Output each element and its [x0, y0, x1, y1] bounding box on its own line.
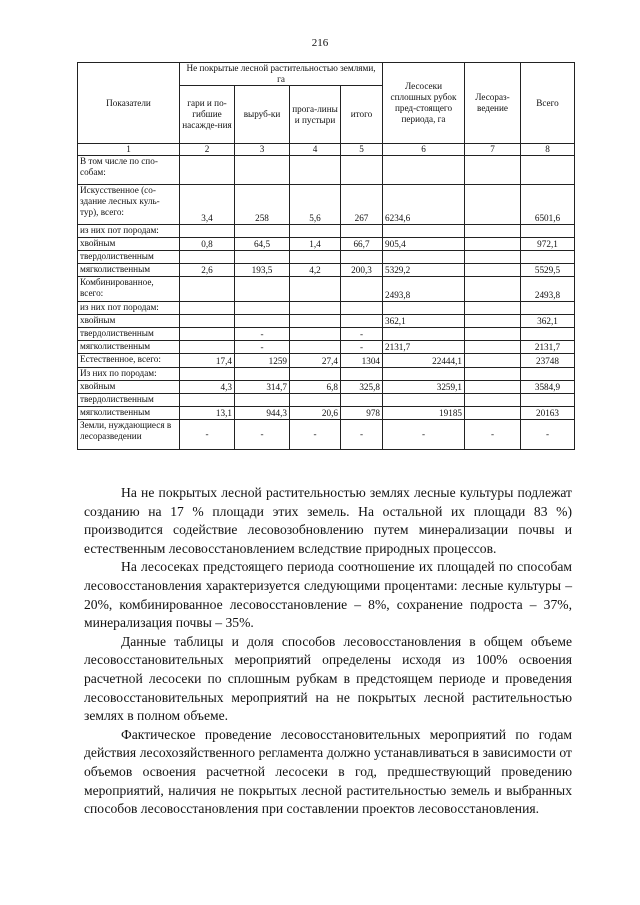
row-label: хвойным [78, 380, 180, 393]
table-row [78, 406, 575, 419]
table-cell: 0,8 [180, 237, 235, 250]
table-cell: - [235, 327, 290, 340]
header-reforestation: Лесораз-ведение [465, 63, 521, 144]
table-cell [235, 155, 290, 184]
table-row [78, 393, 575, 406]
table-cell [341, 314, 383, 327]
table-cell: 1,4 [290, 237, 341, 250]
row-label: мягколиственным [78, 340, 180, 353]
table-cell: 23748 [521, 353, 575, 367]
table-cell [235, 250, 290, 263]
table-cell [341, 301, 383, 314]
table-cell: 5,6 [290, 184, 341, 224]
table-cell: - [521, 419, 575, 449]
table-cell: - [341, 419, 383, 449]
table-cell: 13,1 [180, 406, 235, 419]
table-cell: 3259,1 [383, 380, 465, 393]
table-cell: 978 [341, 406, 383, 419]
table-cell: 6234,6 [383, 184, 465, 224]
table-body [78, 144, 575, 450]
table-cell [465, 314, 521, 327]
table-cell: 944,3 [235, 406, 290, 419]
table-cell [465, 263, 521, 276]
table-cell [465, 155, 521, 184]
table-row [78, 184, 575, 224]
row-label: хвойным [78, 314, 180, 327]
table-cell: - [341, 340, 383, 353]
table-cell: 325,8 [341, 380, 383, 393]
table-row [78, 224, 575, 237]
table-cell [521, 224, 575, 237]
table-cell [180, 276, 235, 301]
body-text [84, 484, 572, 819]
table-cell [521, 250, 575, 263]
column-number: 1 [78, 144, 180, 156]
table-cell: 4,3 [180, 380, 235, 393]
table-cell [383, 250, 465, 263]
table-cell [290, 314, 341, 327]
table-cell [180, 393, 235, 406]
table-cell: 362,1 [521, 314, 575, 327]
paragraph: На лесосеках предстоящего периода соотношение их площадей по способам лесовосстановления характеризуется следующими процентами: лесные культуры – 20%, комбинированное лесовосстановление – 8%, сохранение подроста – 37%, минерализация почвы – 35%. [84, 559, 572, 631]
table-row [78, 263, 575, 276]
table-cell [383, 327, 465, 340]
header-indicators: Показатели [78, 63, 180, 144]
table-row [78, 314, 575, 327]
paragraph: Данные таблицы и доля способов лесовосстановления в общем объеме лесовосстановительных мероприятий определены исходя из 100% освоения расчетной лесосеки по сплошным рубкам в предстоящем периоде и проведения лесовосстановительных мероприятий на не покрытых лесной растительностью землях в полном объеме. [84, 633, 572, 724]
column-number: 2 [180, 144, 235, 156]
table-cell [465, 367, 521, 380]
table-cell [180, 314, 235, 327]
table-cell [290, 224, 341, 237]
table-cell: 22444,1 [383, 353, 465, 367]
table-cell [235, 367, 290, 380]
table-cell: 3,4 [180, 184, 235, 224]
table-cell [341, 250, 383, 263]
table-cell [290, 340, 341, 353]
table-cell [235, 314, 290, 327]
header-clearings: выруб-ки [235, 86, 290, 144]
table-cell [180, 224, 235, 237]
table-cell: 2131,7 [521, 340, 575, 353]
table-cell: 4,2 [290, 263, 341, 276]
table-cell: 2,6 [180, 263, 235, 276]
table-cell [235, 276, 290, 301]
table-cell [465, 340, 521, 353]
table-cell: 1304 [341, 353, 383, 367]
table-cell: 19185 [383, 406, 465, 419]
table-cell: - [341, 327, 383, 340]
header-burned: гари и по-гибшие насажде-ния [180, 86, 235, 144]
table-cell [180, 250, 235, 263]
table-cell [465, 327, 521, 340]
table-cell: 27,4 [290, 353, 341, 367]
table-cell [235, 393, 290, 406]
table-cell [465, 393, 521, 406]
table-cell: - [235, 340, 290, 353]
table-cell [290, 301, 341, 314]
table-cell: - [290, 419, 341, 449]
row-label: В том числе по спо-собам: [78, 155, 180, 184]
row-label: Искусственное (со-здание лесных куль-тур), всего: [78, 184, 180, 224]
table-row [78, 340, 575, 353]
table-cell [341, 155, 383, 184]
reforestation-table [77, 62, 575, 450]
table-cell [341, 367, 383, 380]
table-cell: 314,7 [235, 380, 290, 393]
table-cell [521, 301, 575, 314]
table-cell [290, 327, 341, 340]
table-cell: 972,1 [521, 237, 575, 250]
row-label: твердолиственным [78, 250, 180, 263]
header-subtotal: итого [341, 86, 383, 144]
table-row [78, 419, 575, 449]
row-label: Из них по породам: [78, 367, 180, 380]
table-cell [180, 301, 235, 314]
table-cell [465, 406, 521, 419]
table-cell: 6501,6 [521, 184, 575, 224]
table-cell [383, 224, 465, 237]
table-cell: 1259 [235, 353, 290, 367]
column-numbers-row [78, 144, 575, 156]
table-cell [235, 224, 290, 237]
table-cell: 64,5 [235, 237, 290, 250]
table-cell: - [465, 419, 521, 449]
table-cell: 905,4 [383, 237, 465, 250]
header-cutting-areas: Лесосеки сплошных рубок пред-стоящего периода, га [383, 63, 465, 144]
table-cell [465, 237, 521, 250]
table-cell: 3584,9 [521, 380, 575, 393]
table-cell [383, 301, 465, 314]
table-row [78, 237, 575, 250]
table-cell [383, 393, 465, 406]
row-label: из них пот породам: [78, 301, 180, 314]
header-not-covered-lands: Не покрытые лесной растительностью землями, га [180, 63, 383, 86]
paragraph: Фактическое проведение лесовосстановительных мероприятий по годам действия лесохозяйственного регламента должно устанавливаться в зависимости от объемов освоения расчетной лесосеки в год, предшествующий проведению мероприятий, наличия не покрытых лесной растительностью земель и выбранных способов лесовосстановления при составлении проектов лесовосстановления. [84, 726, 572, 817]
table-cell [341, 276, 383, 301]
row-label: Земли, нуждающиеся в лесоразведении [78, 419, 180, 449]
table-cell [521, 327, 575, 340]
table-cell: - [383, 419, 465, 449]
page-number: 216 [311, 37, 329, 49]
table-cell: 258 [235, 184, 290, 224]
row-label: мягколиственным [78, 263, 180, 276]
table-cell: 193,5 [235, 263, 290, 276]
table-cell [465, 380, 521, 393]
row-label: хвойным [78, 237, 180, 250]
table-row [78, 380, 575, 393]
table-cell [521, 393, 575, 406]
table-cell [180, 155, 235, 184]
table-cell [383, 155, 465, 184]
table-cell [465, 250, 521, 263]
table-cell: 6,8 [290, 380, 341, 393]
table-cell [290, 250, 341, 263]
table-cell: 362,1 [383, 314, 465, 327]
row-label: твердолиственным [78, 327, 180, 340]
row-label: Комбинированное, всего: [78, 276, 180, 301]
table-cell: 17,4 [180, 353, 235, 367]
table-cell: 66,7 [341, 237, 383, 250]
table-cell [465, 276, 521, 301]
table-cell [341, 393, 383, 406]
column-number: 8 [521, 144, 575, 156]
table-cell: 20163 [521, 406, 575, 419]
table-cell [180, 340, 235, 353]
table-cell [180, 327, 235, 340]
column-number: 5 [341, 144, 383, 156]
header-total-all: Всего [521, 63, 575, 144]
table-cell [383, 367, 465, 380]
table-cell: - [180, 419, 235, 449]
table-cell: 20,6 [290, 406, 341, 419]
table-cell [521, 155, 575, 184]
table-cell [290, 155, 341, 184]
column-number: 3 [235, 144, 290, 156]
table-cell [235, 301, 290, 314]
table-cell [290, 367, 341, 380]
table-cell [465, 224, 521, 237]
table-cell: 5529,5 [521, 263, 575, 276]
table-row [78, 301, 575, 314]
table-cell [290, 393, 341, 406]
column-number: 7 [465, 144, 521, 156]
table-cell [341, 224, 383, 237]
row-label: из них пот породам: [78, 224, 180, 237]
table-cell [465, 184, 521, 224]
table-row [78, 367, 575, 380]
column-number: 6 [383, 144, 465, 156]
table-cell [521, 367, 575, 380]
table-cell [465, 301, 521, 314]
table-row [78, 353, 575, 367]
table-cell: 200,3 [341, 263, 383, 276]
table-cell: 267 [341, 184, 383, 224]
row-label: мягколиственным [78, 406, 180, 419]
row-label: Естественное, всего: [78, 353, 180, 367]
table-cell: 5329,2 [383, 263, 465, 276]
table-cell: 2131,7 [383, 340, 465, 353]
table-cell: - [235, 419, 290, 449]
table-row [78, 327, 575, 340]
row-label: твердолиственным [78, 393, 180, 406]
column-number: 4 [290, 144, 341, 156]
header-glades: прога-лины и пустыри [290, 86, 341, 144]
table-cell: 2493,8 [383, 276, 465, 301]
table-cell: 2493,8 [521, 276, 575, 301]
table-cell [180, 367, 235, 380]
paragraph: На не покрытых лесной растительностью землях лесные культуры подлежат созданию на 17 % площади этих земель. На остальной их площади 83 %) производится содействие лесовозобновлению путем минерализации почвы и естественным лесовосстановлением вследствие природных процессов. [84, 485, 572, 556]
table-row [78, 250, 575, 263]
table-row [78, 155, 575, 184]
table-row [78, 276, 575, 301]
table-cell [465, 353, 521, 367]
table-cell [290, 276, 341, 301]
